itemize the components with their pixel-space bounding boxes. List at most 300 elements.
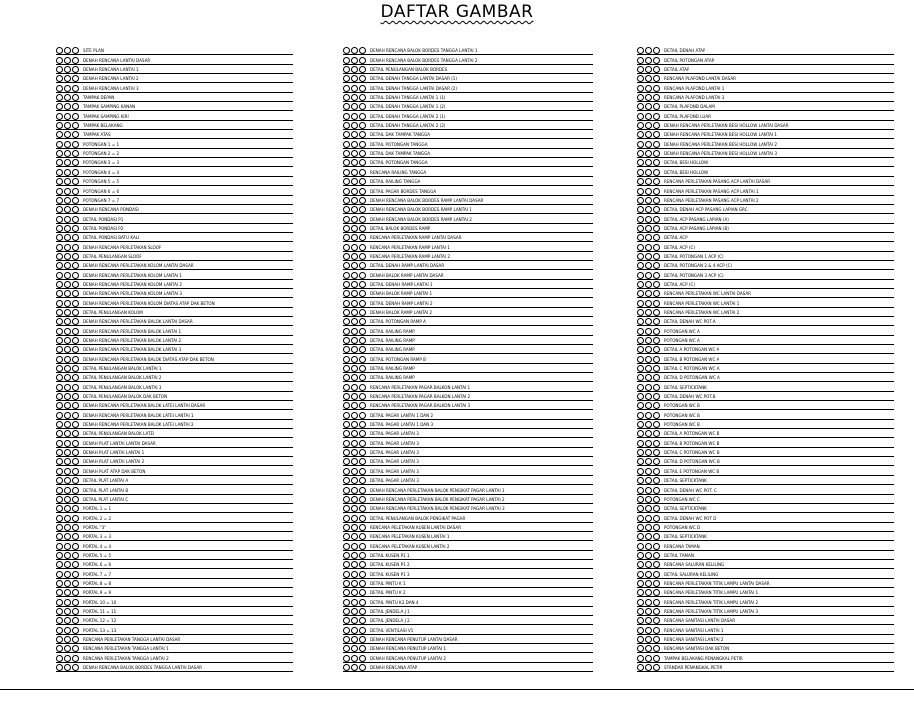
drawing-title: DENAH RENCANA PONDASI — [83, 207, 139, 213]
drawing-title: DENAH RENCANA BALOK BORDES TANGGA LANTAI 1 — [370, 48, 478, 54]
drawing-list-column-1 — [56, 46, 293, 672]
drawing-title: DETAIL ACP — [664, 235, 688, 241]
drawing-title: DETAIL PAGAR LANTAI 1 DAN 2 — [370, 412, 434, 418]
drawing-title: RENCANA PLAFOND LANTAI 3 — [664, 95, 725, 101]
list-item — [343, 130, 593, 139]
list-item — [56, 242, 293, 251]
drawing-title: DETAIL JENDELA J 2 — [370, 618, 410, 624]
sheet-number-circles — [343, 589, 366, 596]
drawing-title: SITE PLAN — [83, 48, 104, 54]
drawing-title: RENCANA SANITASI LANTAI 2 — [664, 637, 724, 642]
sheet-number-circles — [637, 412, 660, 419]
sheet-number-circles — [343, 122, 366, 129]
drawing-title: DETAIL PINTU K3 DAN 4 — [370, 599, 419, 605]
drawing-title: DETAIL PENULANGAN SLOOF — [83, 253, 142, 259]
sheet-number-circles — [56, 206, 79, 213]
list-item — [343, 410, 593, 419]
sheet-number-circles — [343, 393, 366, 400]
drawing-title: DETAIL ACP (C) — [664, 244, 695, 250]
drawing-title: RENCANA PERLETAKAN TITIK LAMPU LANTAI 2 — [664, 599, 759, 605]
list-item — [637, 196, 894, 205]
list-item — [637, 55, 894, 64]
drawing-title: DETAIL E POTONGAN WC B — [664, 468, 720, 474]
drawing-title: DETAIL DENAH RAMP LANTAI 1 — [370, 281, 433, 287]
drawing-title: DETAIL DENAH RAMP LANTAI DASAR — [370, 263, 445, 269]
drawing-title: PORTAL 3 = 3 — [83, 534, 112, 540]
list-item — [343, 139, 593, 148]
sheet-number-circles — [56, 496, 79, 503]
sheet-number-circles — [343, 468, 366, 475]
sheet-number-circles — [343, 449, 366, 456]
sheet-number-circles — [637, 533, 660, 540]
drawing-title: DENAH RENCANA BALOK BORDES TANGGA LANTAI 2 — [370, 57, 478, 63]
list-item — [56, 149, 293, 158]
list-item — [637, 224, 894, 233]
sheet-number-circles — [56, 169, 79, 176]
list-item — [637, 438, 894, 447]
sheet-number-circles — [56, 300, 79, 307]
sheet-number-circles — [343, 599, 366, 606]
drawing-title: RENCANA SANITASI DAK BETON — [664, 646, 730, 652]
list-item — [637, 401, 894, 410]
drawing-title: DETAIL PLAT LANTAI C — [83, 496, 129, 502]
drawing-title: DETAIL D POTONGAN WC A — [664, 375, 720, 381]
drawing-title: DENAH RENCANA PERLETAKAN BESI HOLLOW LANTAI DASAR — [664, 123, 789, 129]
list-item — [56, 65, 293, 74]
drawing-title: DENAH BALOK RAMP LANTAI DASAR — [370, 272, 444, 278]
list-item — [637, 214, 894, 223]
sheet-number-circles — [343, 281, 366, 288]
list-item — [343, 513, 593, 522]
sheet-number-circles — [56, 627, 79, 634]
sheet-number-circles — [56, 393, 79, 400]
drawing-title: DETAIL DAK TAMPAK TANGGA — [370, 132, 431, 138]
sheet-number-circles — [343, 178, 366, 185]
sheet-number-circles — [343, 290, 366, 297]
sheet-number-circles — [637, 477, 660, 484]
sheet-number-circles — [637, 402, 660, 409]
list-item — [56, 130, 293, 139]
drawing-title: DETAIL PAGAR LANTAI 3 — [370, 450, 419, 456]
sheet-number-circles — [343, 561, 366, 568]
sheet-number-circles — [56, 655, 79, 662]
sheet-number-circles — [56, 561, 79, 568]
sheet-number-circles — [56, 524, 79, 531]
list-item — [637, 121, 894, 130]
list-item — [56, 504, 293, 513]
drawing-title: TAMPAK ATAS — [83, 132, 111, 138]
sheet-number-circles — [56, 234, 79, 241]
drawing-title: PORTAL 11 = 11 — [83, 608, 117, 614]
sheet-number-circles — [56, 402, 79, 409]
sheet-number-circles — [343, 159, 366, 166]
list-item — [56, 102, 293, 111]
sheet-number-circles — [56, 580, 79, 587]
list-item — [343, 579, 593, 588]
list-item — [637, 495, 894, 504]
list-item — [637, 308, 894, 317]
list-item — [637, 663, 894, 672]
sheet-number-circles — [343, 543, 366, 550]
list-item — [637, 588, 894, 597]
list-item — [343, 158, 593, 167]
list-item — [56, 466, 293, 475]
sheet-number-circles — [56, 272, 79, 279]
list-item — [343, 625, 593, 634]
drawing-title: RENCANA PERLETAKAN TITIK LAMPU LANTAI 3 — [664, 608, 759, 614]
sheet-number-circles — [637, 617, 660, 624]
list-item — [637, 597, 894, 606]
drawing-title: DETAIL DENAH TANGGA LANTAI 2 (1) — [370, 113, 446, 119]
list-item — [637, 261, 894, 270]
sheet-number-circles — [637, 589, 660, 596]
list-item — [343, 420, 593, 429]
drawing-title: PORTAL 7 = 7 — [83, 571, 112, 577]
sheet-number-circles — [637, 206, 660, 213]
sheet-number-circles — [637, 384, 660, 391]
list-item — [56, 579, 293, 588]
sheet-number-circles — [343, 262, 366, 269]
drawing-title: RENCANA PLAFOND LANTAI 1 — [664, 85, 725, 91]
drawing-title: DETAIL SEPTICKTANK — [664, 384, 707, 390]
drawing-title: DETAIL B POTONGAN WC B — [664, 440, 720, 446]
drawing-title: RENCANA PLAFOND LANTAI DASAR — [664, 76, 736, 82]
sheet-number-circles — [637, 197, 660, 204]
list-item — [56, 214, 293, 223]
drawing-title: DETAIL SALURAN KELILING — [664, 571, 719, 577]
list-item — [343, 541, 593, 550]
sheet-number-circles — [56, 664, 79, 671]
drawing-title: DENAH RENCANA PERLETAKAN BALOK LANTAI 1 — [83, 328, 182, 334]
drawing-title: DETAIL PAGAR LANTAI 3 — [370, 468, 419, 474]
sheet-number-circles — [56, 281, 79, 288]
sheet-number-circles — [343, 412, 366, 419]
sheet-number-circles — [343, 318, 366, 325]
sheet-number-circles — [343, 487, 366, 494]
drawing-title: DENAH RENCANA PENUTUP LANTAI 1 — [370, 646, 447, 652]
drawing-title: RENCANA PERLETAKAN PAGAR BALKON LANTAI 1 — [370, 384, 471, 390]
list-item — [56, 233, 293, 242]
drawing-title: TAMPAK DEPAN — [83, 95, 115, 101]
list-item — [637, 205, 894, 214]
drawing-title: DENAH RENCANA PERLETAKAN BESI HOLLOW LANTAI 3 — [664, 151, 777, 157]
drawing-title: DETAIL PAGAR LANTAI 3 — [370, 431, 419, 437]
drawing-title: POTONGAN 1 = 1 — [83, 141, 120, 147]
list-item — [637, 270, 894, 279]
list-item — [343, 83, 593, 92]
sheet-number-circles — [343, 169, 366, 176]
sheet-number-circles — [343, 328, 366, 335]
sheet-number-circles — [343, 188, 366, 195]
drawing-title: DETAIL PAGAR BORDES TANGGA — [370, 188, 437, 194]
list-item — [637, 345, 894, 354]
drawing-title: POTONGAN 2 = 2 — [83, 151, 120, 157]
sheet-number-circles — [637, 300, 660, 307]
list-item — [343, 448, 593, 457]
sheet-number-circles — [56, 94, 79, 101]
list-item — [56, 93, 293, 102]
drawing-title: DENAH RENCANA ATAP — [370, 665, 418, 671]
drawing-title: DETAIL PONDASI P2 — [83, 225, 124, 231]
list-item — [343, 560, 593, 569]
sheet-number-circles — [343, 216, 366, 223]
list-item — [343, 438, 593, 447]
drawing-title: RENCANA PERLETAKAN TANGGA LANTAI 2 — [83, 655, 169, 661]
sheet-number-circles — [637, 337, 660, 344]
list-item — [637, 326, 894, 335]
drawing-title: DETAIL PENULANGAN BALOK LANTAI 3 — [83, 384, 162, 390]
sheet-number-circles — [56, 318, 79, 325]
drawing-title: DETAIL DENAH WC POT.B — [664, 394, 716, 400]
list-item — [56, 476, 293, 485]
drawing-title: DENAH BALOK RAMP LANTAI 1 — [370, 291, 433, 297]
sheet-number-circles — [56, 337, 79, 344]
drawing-title: DENAH RENCANA PERLETAKAN BALOK PENGIKAT PAGAR LANTAI 2 — [370, 496, 505, 502]
sheet-number-circles — [637, 458, 660, 465]
list-item — [56, 289, 293, 298]
sheet-number-circles — [343, 206, 366, 213]
sheet-number-circles — [637, 449, 660, 456]
list-item — [637, 83, 894, 92]
list-item — [56, 373, 293, 382]
drawing-title: POTONGAN WC B — [664, 422, 700, 428]
list-item — [56, 448, 293, 457]
drawing-title: RENCANA PERLETAKAN PAGAR BALKON LANTAI 3 — [370, 403, 471, 409]
list-item — [637, 65, 894, 74]
sheet-number-circles — [343, 440, 366, 447]
list-item — [637, 289, 894, 298]
sheet-number-circles — [343, 75, 366, 82]
list-item — [343, 588, 593, 597]
drawing-title: POTONGAN WC A — [664, 338, 700, 343]
sheet-number-circles — [56, 159, 79, 166]
list-item — [56, 158, 293, 167]
sheet-number-circles — [343, 571, 366, 578]
sheet-number-circles — [637, 393, 660, 400]
list-item — [637, 448, 894, 457]
drawing-title: TAMPAK SAMPING KANAN — [83, 104, 136, 110]
sheet-number-circles — [343, 664, 366, 671]
drawing-title: DETAIL DENAH ATAP — [664, 48, 706, 54]
list-item — [637, 111, 894, 120]
sheet-number-circles — [56, 589, 79, 596]
sheet-number-circles — [637, 262, 660, 269]
drawing-title: PORTAL 13 = 13 — [83, 627, 117, 633]
list-item — [56, 326, 293, 335]
list-item — [637, 336, 894, 345]
list-item — [343, 280, 593, 289]
bottom-border-line — [0, 689, 914, 690]
drawing-title: DETAIL POTONGAN TANGGA — [370, 141, 428, 147]
list-item — [56, 139, 293, 148]
list-item — [56, 205, 293, 214]
drawing-title: PORTAL 6 = 6 — [83, 562, 112, 568]
list-item — [56, 560, 293, 569]
list-item — [56, 46, 293, 55]
drawing-title: DENAH RENCANA PERLETAKAN BALOK LATEI LANTAI 1 — [83, 412, 194, 418]
drawing-title: DETAIL JENDELA J 1 — [370, 608, 410, 614]
drawing-title: RENCANA PERLETAKAN WC LANTAI 2 — [664, 309, 740, 315]
drawing-title: RENCANA PERLETAKAN TANGGA LANTAI DASAR — [83, 637, 181, 642]
sheet-number-circles — [56, 636, 79, 643]
sheet-number-circles — [343, 272, 366, 279]
drawing-title: POTONGAN 4 = 4 — [83, 169, 120, 175]
drawing-title: PORTAL 9 = 9 — [83, 590, 112, 596]
drawing-title: DENAH RENCANA PENUTUP LANTAI DASAR — [370, 637, 458, 642]
list-item — [56, 569, 293, 578]
list-item — [56, 457, 293, 466]
sheet-number-circles — [56, 290, 79, 297]
drawing-title: POTONGAN WC B — [664, 412, 700, 418]
list-item — [56, 308, 293, 317]
sheet-number-circles — [343, 608, 366, 615]
drawing-title: DETAIL DENAH TANGGA LANTAI 1 (1) — [370, 95, 446, 101]
drawing-title: DETAIL SEPTICKTANK — [664, 506, 707, 512]
list-item — [56, 55, 293, 64]
drawing-title: DETAIL RAILING RAMP — [370, 338, 415, 343]
sheet-number-circles — [637, 580, 660, 587]
drawing-title: DETAIL PENULANGAN BALOK LANTAI 1 — [83, 366, 162, 372]
list-item — [56, 252, 293, 261]
drawing-title: DETAIL DENAH RAMP LANTAI 2 — [370, 300, 433, 306]
sheet-number-circles — [637, 318, 660, 325]
sheet-number-circles — [343, 627, 366, 634]
sheet-number-circles — [56, 346, 79, 353]
drawing-title: DETAIL ATAP — [664, 67, 690, 73]
list-item — [56, 270, 293, 279]
drawing-title: DETAIL DENAH WC POT D — [664, 515, 717, 521]
drawing-title: DENAH RENCANA PERLETAKAN KOLOM LANTAI 2 — [83, 281, 183, 287]
sheet-number-circles — [637, 496, 660, 503]
list-item — [637, 513, 894, 522]
list-item — [637, 280, 894, 289]
list-item — [637, 298, 894, 307]
list-item — [637, 420, 894, 429]
drawing-title: DETAIL PENULANGAN KOLOM — [83, 309, 143, 315]
sheet-number-circles — [343, 244, 366, 251]
list-item — [343, 382, 593, 391]
list-item — [343, 523, 593, 532]
sheet-number-circles — [56, 122, 79, 129]
drawing-title: RENCANA PERLETAKAN RAMP LANTAI 1 — [370, 244, 450, 250]
sheet-number-circles — [56, 608, 79, 615]
sheet-number-circles — [56, 412, 79, 419]
sheet-number-circles — [343, 225, 366, 232]
drawing-title: DETAIL A POTONGAN WC A — [664, 347, 720, 353]
sheet-number-circles — [637, 561, 660, 568]
list-item — [343, 261, 593, 270]
drawing-title: DETAIL SEPTICKTANK — [664, 534, 707, 540]
sheet-number-circles — [343, 655, 366, 662]
sheet-number-circles — [343, 131, 366, 138]
drawing-title: RENCANA PERLETAKAN TANGGA LANTAI 1 — [83, 646, 169, 652]
drawing-title: RENCANA PELETAKAN KUSEN LANTAI 2 — [370, 543, 450, 549]
drawing-title: DETAIL C POTONGAN WC A — [664, 366, 720, 372]
sheet-number-circles — [637, 608, 660, 615]
drawing-title: PORTAL "3" — [83, 524, 107, 530]
sheet-number-circles — [343, 150, 366, 157]
list-item — [637, 102, 894, 111]
drawing-title: DETAIL POTONGAN ATAP — [664, 57, 715, 63]
drawing-title: DETAIL PINTU K 1 — [370, 580, 406, 586]
drawing-title: DETAIL KUSEN P1 1 — [370, 552, 410, 558]
list-item — [343, 55, 593, 64]
drawing-title: DENAH RENCANA PENUTUP LANTAI 2 — [370, 655, 447, 661]
list-item — [343, 242, 593, 251]
drawing-title: PORTAL 2 = 2 — [83, 515, 112, 521]
sheet-number-circles — [343, 103, 366, 110]
list-item — [637, 560, 894, 569]
drawing-title: DENAH RENCANA PERLETAKAN BALOK LANTAI 2 — [83, 338, 182, 343]
sheet-number-circles — [343, 337, 366, 344]
list-item — [56, 551, 293, 560]
sheet-number-circles — [637, 159, 660, 166]
sheet-number-circles — [637, 188, 660, 195]
list-item — [343, 495, 593, 504]
sheet-number-circles — [637, 524, 660, 531]
sheet-number-circles — [56, 262, 79, 269]
list-item — [56, 663, 293, 672]
sheet-number-circles — [637, 664, 660, 671]
drawing-title: DETAIL PENULANGAN BALOK DAK BETON — [83, 394, 168, 400]
drawing-title: DETAIL POTONGAN TANGGA — [370, 160, 428, 166]
drawing-title: POTONGAN WC B — [664, 403, 700, 409]
drawing-title: DETAIL PENULANGAN BALOK PENGIKAT PAGAR — [370, 515, 466, 521]
sheet-number-circles — [637, 122, 660, 129]
drawing-title: DETAIL PAGAR LANTAI 3 — [370, 440, 419, 446]
sheet-number-circles — [637, 66, 660, 73]
drawing-title: DETAIL PAGAR LANTAI 3 — [370, 459, 419, 465]
drawing-title: TAMPAK BELAKANG — [83, 123, 123, 129]
list-item — [343, 504, 593, 513]
list-item — [343, 121, 593, 130]
drawing-title: DETAIL PLAFOND DALAM — [664, 104, 715, 110]
list-item — [343, 186, 593, 195]
drawing-title: DENAH RENCANA LANTAI 3 — [83, 85, 139, 91]
list-item — [56, 177, 293, 186]
list-item — [56, 280, 293, 289]
sheet-number-circles — [637, 309, 660, 316]
drawing-title: RENCANA PERLETAKAN PASANG ACP LANTAI 1 — [664, 188, 759, 194]
list-item — [343, 466, 593, 475]
sheet-number-circles — [56, 552, 79, 559]
sheet-number-circles — [637, 75, 660, 82]
drawing-title: RENCANA PELETAKAN KUSEN LANTAI 1 — [370, 534, 450, 540]
sheet-number-circles — [343, 365, 366, 372]
sheet-number-circles — [343, 66, 366, 73]
sheet-number-circles — [56, 533, 79, 540]
sheet-number-circles — [56, 244, 79, 251]
list-item — [637, 46, 894, 55]
drawing-title: PORTAL 12 = 12 — [83, 618, 117, 624]
list-item — [343, 373, 593, 382]
sheet-number-circles — [343, 141, 366, 148]
list-item — [637, 93, 894, 102]
list-item — [56, 597, 293, 606]
list-item — [56, 588, 293, 597]
sheet-number-circles — [637, 150, 660, 157]
list-item — [637, 233, 894, 242]
list-item — [56, 438, 293, 447]
sheet-number-circles — [56, 197, 79, 204]
drawing-title: DENAH RENCANA PERLETAKAN KOLOM LANTAI DASAR — [83, 263, 194, 269]
drawing-title: DENAH RENCANA PERLETAKAN SLOOF — [83, 244, 162, 250]
drawing-title: DENAH BALOK RAMP LANTAI 2 — [370, 309, 433, 315]
list-item — [343, 224, 593, 233]
list-item — [343, 532, 593, 541]
drawing-title: RENCANA TAMAN — [664, 543, 700, 549]
drawing-title: PORTAL 1 = 1 — [83, 506, 112, 512]
